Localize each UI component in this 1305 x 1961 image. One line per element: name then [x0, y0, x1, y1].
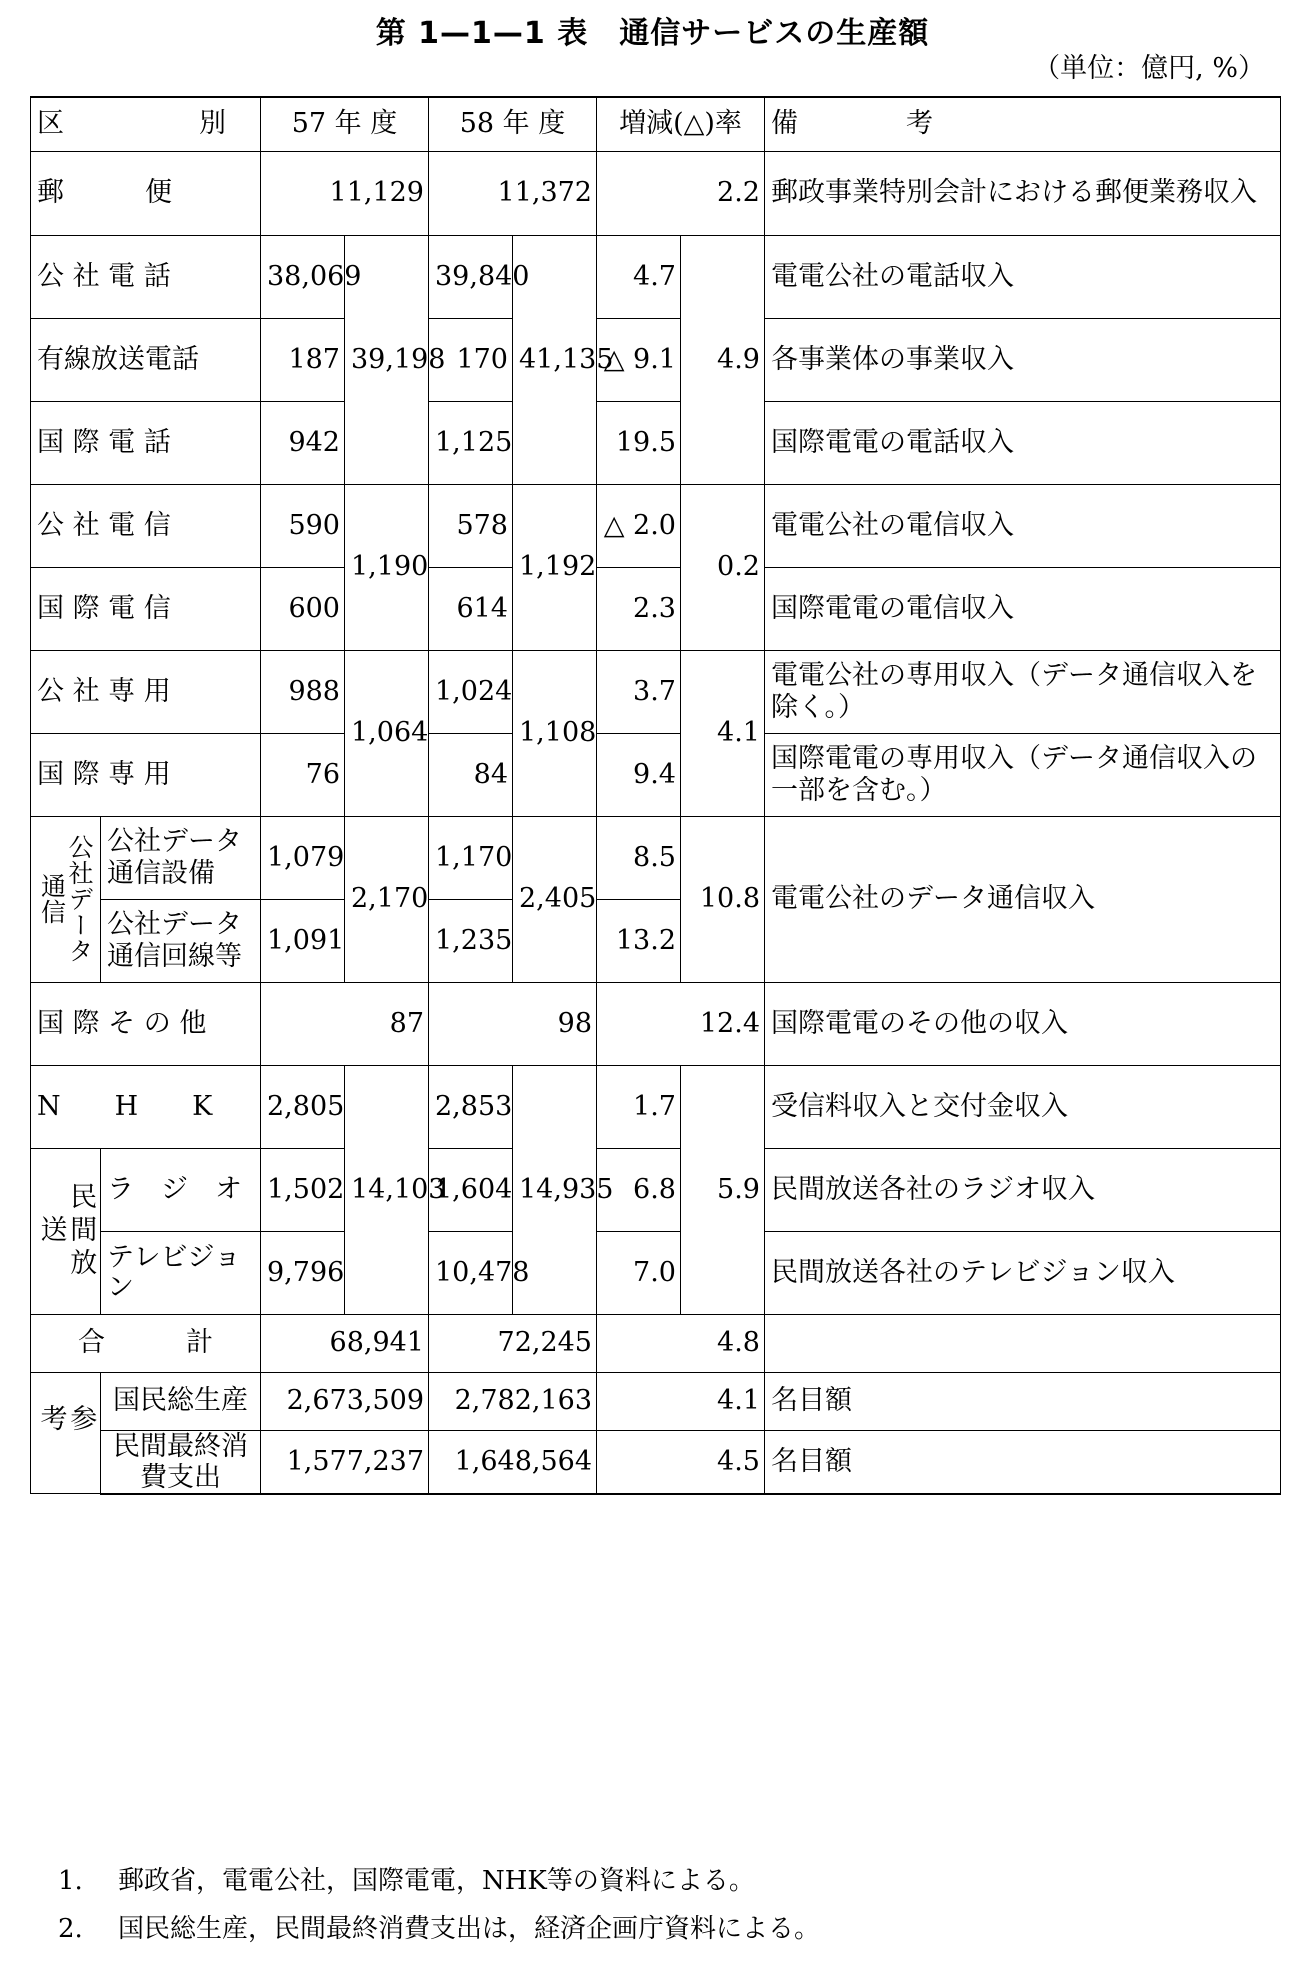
cell-remark: 受信料収入と交付金収入 [765, 1065, 1281, 1148]
production-table [30, 96, 1281, 1495]
row-label: 国 際 専 用 [31, 733, 261, 816]
cell-remark: 名目額 [765, 1430, 1281, 1494]
cell-fy57-total: 1,190 [345, 484, 429, 650]
cell-fy57: 590 [261, 484, 345, 567]
cell-fy58-total: 41,135 [513, 235, 597, 484]
cell-remark: 民間放送各社のラジオ収入 [765, 1148, 1281, 1231]
row-label: 民間最終消費支出 [101, 1430, 261, 1494]
cell-remark [765, 1314, 1281, 1372]
cell-remark: 国際電電の専用収入（データ通信収入の一部を含む。） [765, 733, 1281, 816]
cell-fy57: 600 [261, 567, 345, 650]
table-row [31, 151, 1281, 235]
header-row [31, 97, 1281, 151]
table-row [31, 567, 1281, 650]
cell-fy57: 1,577,237 [261, 1430, 429, 1494]
cell-fy58: 578 [429, 484, 513, 567]
footnote-number: 1. [58, 1866, 83, 1896]
unit-label: （単位：億円, %） [1033, 53, 1265, 84]
cell-fy58: 1,235 [429, 899, 513, 982]
cell-change: 2.3 [597, 567, 681, 650]
table-row [31, 318, 1281, 401]
row-label: ラ ジ オ [101, 1148, 261, 1231]
cell-fy58: 72,245 [429, 1314, 597, 1372]
cell-change: 4.7 [597, 235, 681, 318]
cell-change: 2.2 [597, 151, 765, 235]
header-fy57: 57 年 度 [261, 97, 429, 151]
table-row [31, 1231, 1281, 1314]
header-category: 区 別 [31, 97, 261, 151]
table-row [31, 1372, 1281, 1430]
cell-remark: 民間放送各社のテレビジョン収入 [765, 1231, 1281, 1314]
table-row [31, 733, 1281, 816]
cell-fy58: 84 [429, 733, 513, 816]
cell-fy58: 614 [429, 567, 513, 650]
cell-change-total: 4.1 [681, 650, 765, 816]
cell-change-total: 10.8 [681, 816, 765, 982]
cell-change: 8.5 [597, 816, 681, 899]
cell-fy58-total: 1,108 [513, 650, 597, 816]
row-label: 公 社 専 用 [31, 650, 261, 733]
table-row [31, 650, 1281, 733]
cell-fy57: 2,673,509 [261, 1372, 429, 1430]
cell-change: 1.7 [597, 1065, 681, 1148]
table-row [31, 816, 1281, 899]
table-row [31, 1430, 1281, 1494]
cell-change-total: 0.2 [681, 484, 765, 650]
cell-change: 13.2 [597, 899, 681, 982]
cell-fy57: 988 [261, 650, 345, 733]
cell-remark: 郵政事業特別会計における郵便業務収入 [765, 151, 1281, 235]
cell-fy57: 9,796 [261, 1231, 345, 1314]
cell-fy57: 187 [261, 318, 345, 401]
cell-change: 4.8 [597, 1314, 765, 1372]
row-label: N H K [31, 1065, 261, 1148]
cell-remark: 電電公社の電信収入 [765, 484, 1281, 567]
cell-fy57: 1,502 [261, 1148, 345, 1231]
cell-fy57: 942 [261, 401, 345, 484]
cell-fy58-total: 14,935 [513, 1065, 597, 1314]
cell-remark: 各事業体の事業収入 [765, 318, 1281, 401]
footnote-text: 国民総生産，民間最終消費支出は，経済企画庁資料による。 [118, 1914, 821, 1944]
cell-fy57: 68,941 [261, 1314, 429, 1372]
cell-fy58: 2,782,163 [429, 1372, 597, 1430]
header-fy58: 58 年 度 [429, 97, 597, 151]
cell-fy58: 1,125 [429, 401, 513, 484]
footnote-2 [58, 1908, 820, 1945]
cell-fy57: 1,079 [261, 816, 345, 899]
row-label: 国 際 電 話 [31, 401, 261, 484]
cell-fy58: 170 [429, 318, 513, 401]
cell-remark: 国際電電のその他の収入 [765, 982, 1281, 1065]
cell-change-total: 4.9 [681, 235, 765, 484]
row-label: 国民総生産 [101, 1372, 261, 1430]
cell-fy58: 11,372 [429, 151, 597, 235]
header-remarks: 備 考 [765, 97, 1281, 151]
row-label: 公社データ通信回線等 [101, 899, 261, 982]
cell-fy57-total: 14,103 [345, 1065, 429, 1314]
cell-fy57: 1,091 [261, 899, 345, 982]
cell-fy57: 87 [261, 982, 429, 1065]
table-row [31, 1148, 1281, 1231]
cell-change-total: 5.9 [681, 1065, 765, 1314]
cell-fy57: 2,805 [261, 1065, 345, 1148]
row-label: 有線放送電話 [31, 318, 261, 401]
row-label: 国 際 そ の 他 [31, 982, 261, 1065]
cell-change: △ 9.1 [597, 318, 681, 401]
table-row [31, 982, 1281, 1065]
table-row [31, 484, 1281, 567]
cell-fy57-total: 2,170 [345, 816, 429, 982]
cell-fy58: 10,478 [429, 1231, 513, 1314]
row-label: 公社データ通信設備 [101, 816, 261, 899]
cell-change: 4.1 [597, 1372, 765, 1430]
cell-fy57: 11,129 [261, 151, 429, 235]
total-row [31, 1314, 1281, 1372]
cell-remark: 国際電電の電信収入 [765, 567, 1281, 650]
cell-fy57-total: 39,198 [345, 235, 429, 484]
cell-change: 12.4 [597, 982, 765, 1065]
cell-change: △ 2.0 [597, 484, 681, 567]
footnote-number: 2. [58, 1914, 83, 1944]
footnote-1 [58, 1860, 755, 1897]
cell-fy58-total: 1,192 [513, 484, 597, 650]
cell-fy57: 38,069 [261, 235, 345, 318]
cell-fy58: 1,648,564 [429, 1430, 597, 1494]
row-label: 合 計 [31, 1314, 261, 1372]
private-broadcast-label: 民間放送 [35, 1181, 97, 1281]
cell-fy57: 76 [261, 733, 345, 816]
row-label: 公 社 電 信 [31, 484, 261, 567]
table-row [31, 401, 1281, 484]
page-title: 第 1—1—1 表 通信サービスの生産額 [375, 16, 930, 51]
cell-change: 4.5 [597, 1430, 765, 1494]
cell-fy58: 1,170 [429, 816, 513, 899]
cell-remark: 国際電電の電話収入 [765, 401, 1281, 484]
row-label: 公 社 電 話 [31, 235, 261, 318]
cell-remark: 電電公社の専用収入（データ通信収入を除く。） [765, 650, 1281, 733]
cell-fy58: 2,853 [429, 1065, 513, 1148]
reference-label: 参考 [35, 1404, 97, 1462]
data-group-label: 公社データ通信 [37, 834, 94, 964]
cell-fy57-total: 1,064 [345, 650, 429, 816]
row-label: 国 際 電 信 [31, 567, 261, 650]
cell-change: 6.8 [597, 1148, 681, 1231]
cell-remark: 電電公社のデータ通信収入 [765, 816, 1281, 982]
cell-change: 3.7 [597, 650, 681, 733]
row-label: 郵 便 [31, 151, 261, 235]
table-row [31, 235, 1281, 318]
cell-fy58: 39,840 [429, 235, 513, 318]
row-label: テレビジョン [101, 1231, 261, 1314]
cell-fy58: 1,024 [429, 650, 513, 733]
cell-fy58-total: 2,405 [513, 816, 597, 982]
cell-change: 7.0 [597, 1231, 681, 1314]
cell-fy58: 1,604 [429, 1148, 513, 1231]
footnote-text: 郵政省，電電公社，国際電電，NHK等の資料による。 [118, 1866, 755, 1896]
cell-fy58: 98 [429, 982, 597, 1065]
table-row [31, 1065, 1281, 1148]
cell-change: 19.5 [597, 401, 681, 484]
header-change: 増減(△)率 [597, 97, 765, 151]
cell-remark: 電電公社の電話収入 [765, 235, 1281, 318]
cell-remark: 名目額 [765, 1372, 1281, 1430]
cell-change: 9.4 [597, 733, 681, 816]
